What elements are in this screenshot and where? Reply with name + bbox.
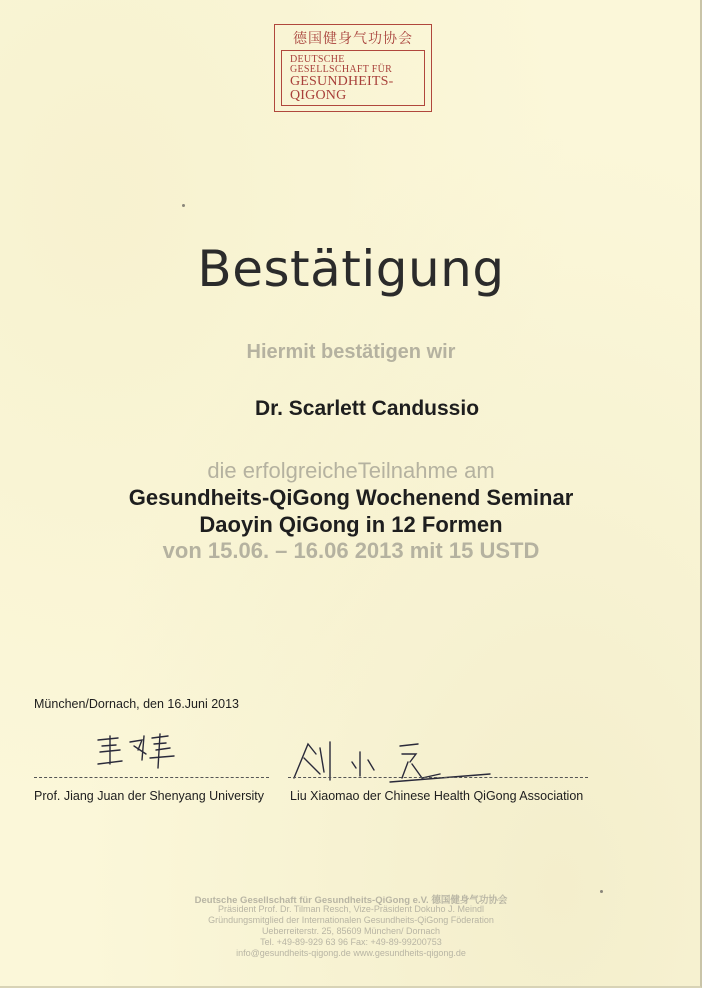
- logo-chinese-text: 德国健身气功协会: [293, 31, 413, 47]
- logo-inner-box: [281, 50, 425, 106]
- seminar-dates: von 15.06. – 16.06 2013 mit 15 USTD: [162, 538, 540, 563]
- footer-address: Ueberreiterstr. 25, 85609 München/ Dornach: [261, 926, 441, 936]
- signature-jiang-juan: [90, 728, 180, 778]
- logo-line-3: GESUNDHEITS-: [290, 74, 394, 89]
- signature-line-1: [34, 777, 269, 778]
- logo-line-4: QIGONG: [290, 88, 347, 103]
- certificate-title: Bestätigung: [197, 240, 505, 298]
- footer-membership: Gründungsmitglied der Internationalen Gesundheits-QiGong Föderation: [208, 915, 494, 925]
- association-logo: [274, 24, 432, 112]
- footer-organization: Deutsche Gesellschaft für Gesundheits-QiGong e.V. 德国健身气功协会: [194, 895, 508, 906]
- logo-line-1: DEUTSCHE: [290, 54, 345, 65]
- logo-line-2: GESELLSCHAFT FÜR: [290, 64, 393, 75]
- signatory-1-name: Prof. Jiang Juan der Shenyang University: [34, 789, 264, 803]
- footer-email-web: info@gesundheits-qigong.de www.gesundheits-qigong.de: [236, 948, 466, 958]
- seminar-title: Gesundheits-QiGong Wochenend Seminar: [128, 485, 574, 510]
- signatory-2-name: Liu Xiaomao der Chinese Health QiGong Association: [290, 789, 584, 803]
- intro-text: Hiermit bestätigen wir: [246, 341, 456, 363]
- footer-phone-fax: Tel. +49-89-929 63 96 Fax: +49-89-99200753: [260, 937, 442, 947]
- course-title: Daoyin QiGong in 12 Formen: [199, 512, 503, 537]
- place-and-date: München/Dornach, den 16.Juni 2013: [34, 697, 240, 711]
- paper-speck: [182, 204, 185, 207]
- footer-presidents: Präsident Prof. Dr. Tilman Resch, Vize-Präsident Dokuho J. Meindl: [218, 904, 484, 914]
- participation-text: die erfolgreicheTeilnahme am: [207, 458, 495, 483]
- participant-name: Dr. Scarlett Candussio: [254, 397, 480, 420]
- signature-line-2: [288, 777, 588, 778]
